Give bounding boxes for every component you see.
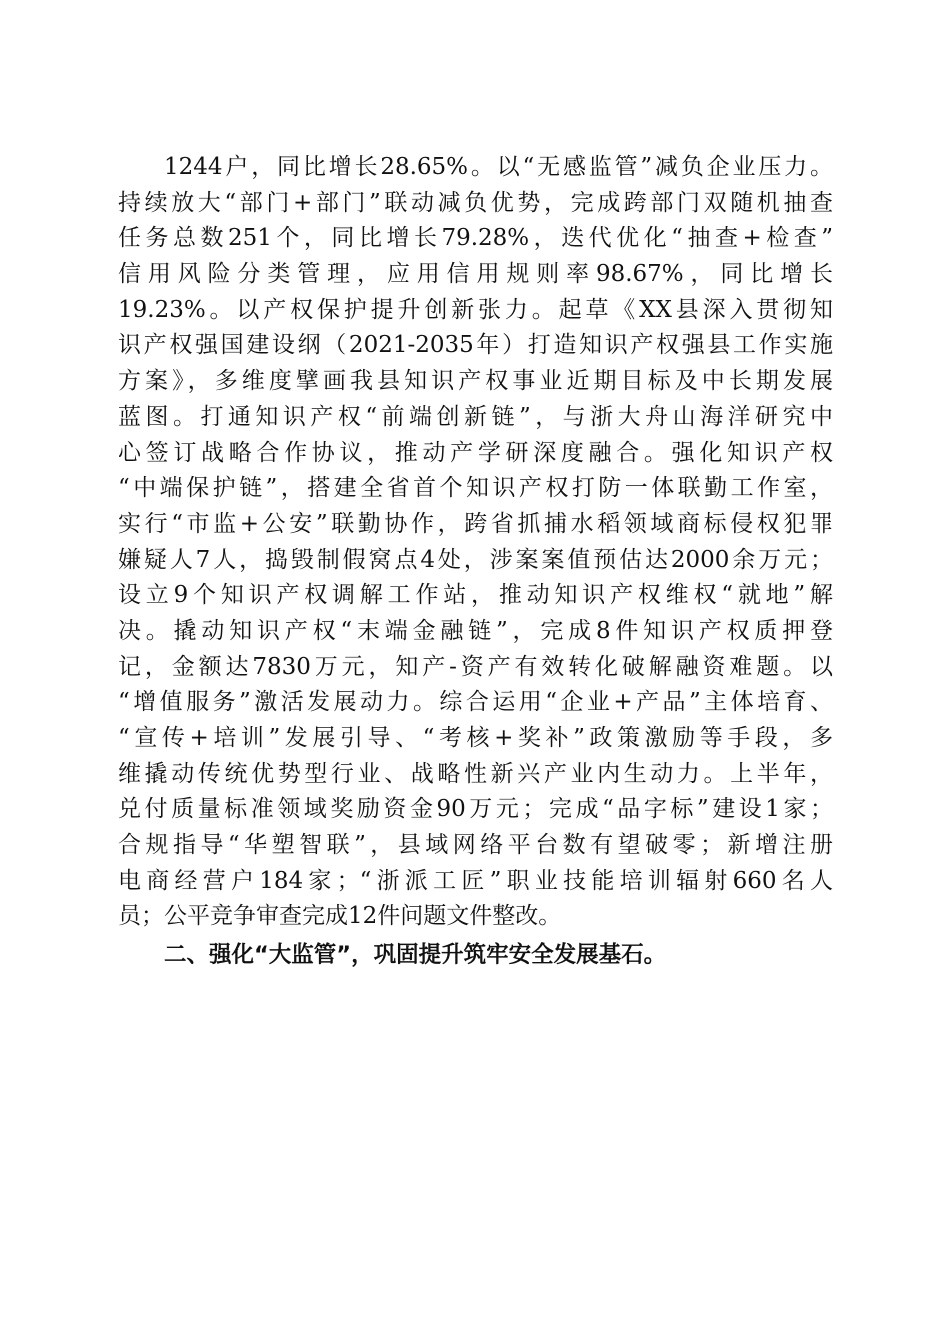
paragraph-line: 信用风险分类管理，应用信用规则率98.67%，同比增长: [118, 261, 833, 288]
paragraph-line: 合规指导“华塑智联”，县域网络平台数有望破零；新增注册: [118, 832, 833, 859]
paragraph-line: 方案》，多维度擘画我县知识产权事业近期目标及中长期发展: [118, 368, 833, 395]
paragraph-line: “宣传+培训”发展引导、“考核+奖补”政策激励等手段，多: [118, 725, 833, 751]
paragraph-line: 员；公平竞争审查完成12件问题文件整改。: [118, 903, 562, 930]
paragraph-line: 1244户，同比增长28.65%。以“无感监管”减负企业压力。: [164, 154, 833, 180]
body-paragraph: [118, 150, 833, 935]
paragraph-line: 记，金额达7830万元，知产-资产有效转化破解融资难题。以: [118, 653, 833, 680]
section-heading: 二、强化“大监管”，巩固提升筑牢安全发展基石。: [164, 942, 667, 969]
paragraph-line: 识产权强国建设纲（2021-2035年）打造知识产权强县工作实施: [118, 332, 833, 359]
paragraph-line: 维撬动传统优势型行业、战略性新兴产业内生动力。上半年，: [118, 760, 833, 787]
paragraph-line: 持续放大“部门+部门”联动减负优势，完成跨部门双随机抽查: [118, 189, 833, 216]
paragraph-line: 兑付质量标准领域奖励资金90万元；完成“品字标”建设1家；: [118, 796, 833, 823]
document-body: [118, 150, 833, 975]
paragraph-line: 电商经营户184家；“浙派工匠”职业技能培训辐射660名人: [118, 867, 833, 894]
paragraph-line: 19.23%。以产权保护提升创新张力。起草《XX县深入贯彻知: [118, 296, 833, 323]
paragraph-line: 嫌疑人7人，捣毁制假窝点4处，涉案案值预估达2000余万元；: [118, 546, 833, 573]
paragraph-line: 蓝图。打通知识产权“前端创新链”，与浙大舟山海洋研究中: [118, 403, 833, 430]
paragraph-line: 实行“市监+公安”联勤协作，跨省抓捕水稻领域商标侵权犯罪: [118, 510, 833, 537]
paragraph-line: 决。撬动知识产权“末端金融链”，完成8件知识产权质押登: [118, 617, 833, 644]
paragraph-line: 任务总数251个，同比增长79.28%，迭代优化“抽查+检查”: [118, 225, 833, 252]
paragraph-line: 设立9个知识产权调解工作站，推动知识产权维权“就地”解: [118, 582, 833, 609]
paragraph-line: “增值服务”激活发展动力。综合运用“企业+产品”主体培育、: [118, 689, 833, 716]
paragraph-line: “中端保护链”，搭建全省首个知识产权打防一体联勤工作室，: [118, 475, 833, 502]
paragraph-line: 心签订战略合作协议，推动产学研深度融合。强化知识产权: [118, 439, 833, 466]
